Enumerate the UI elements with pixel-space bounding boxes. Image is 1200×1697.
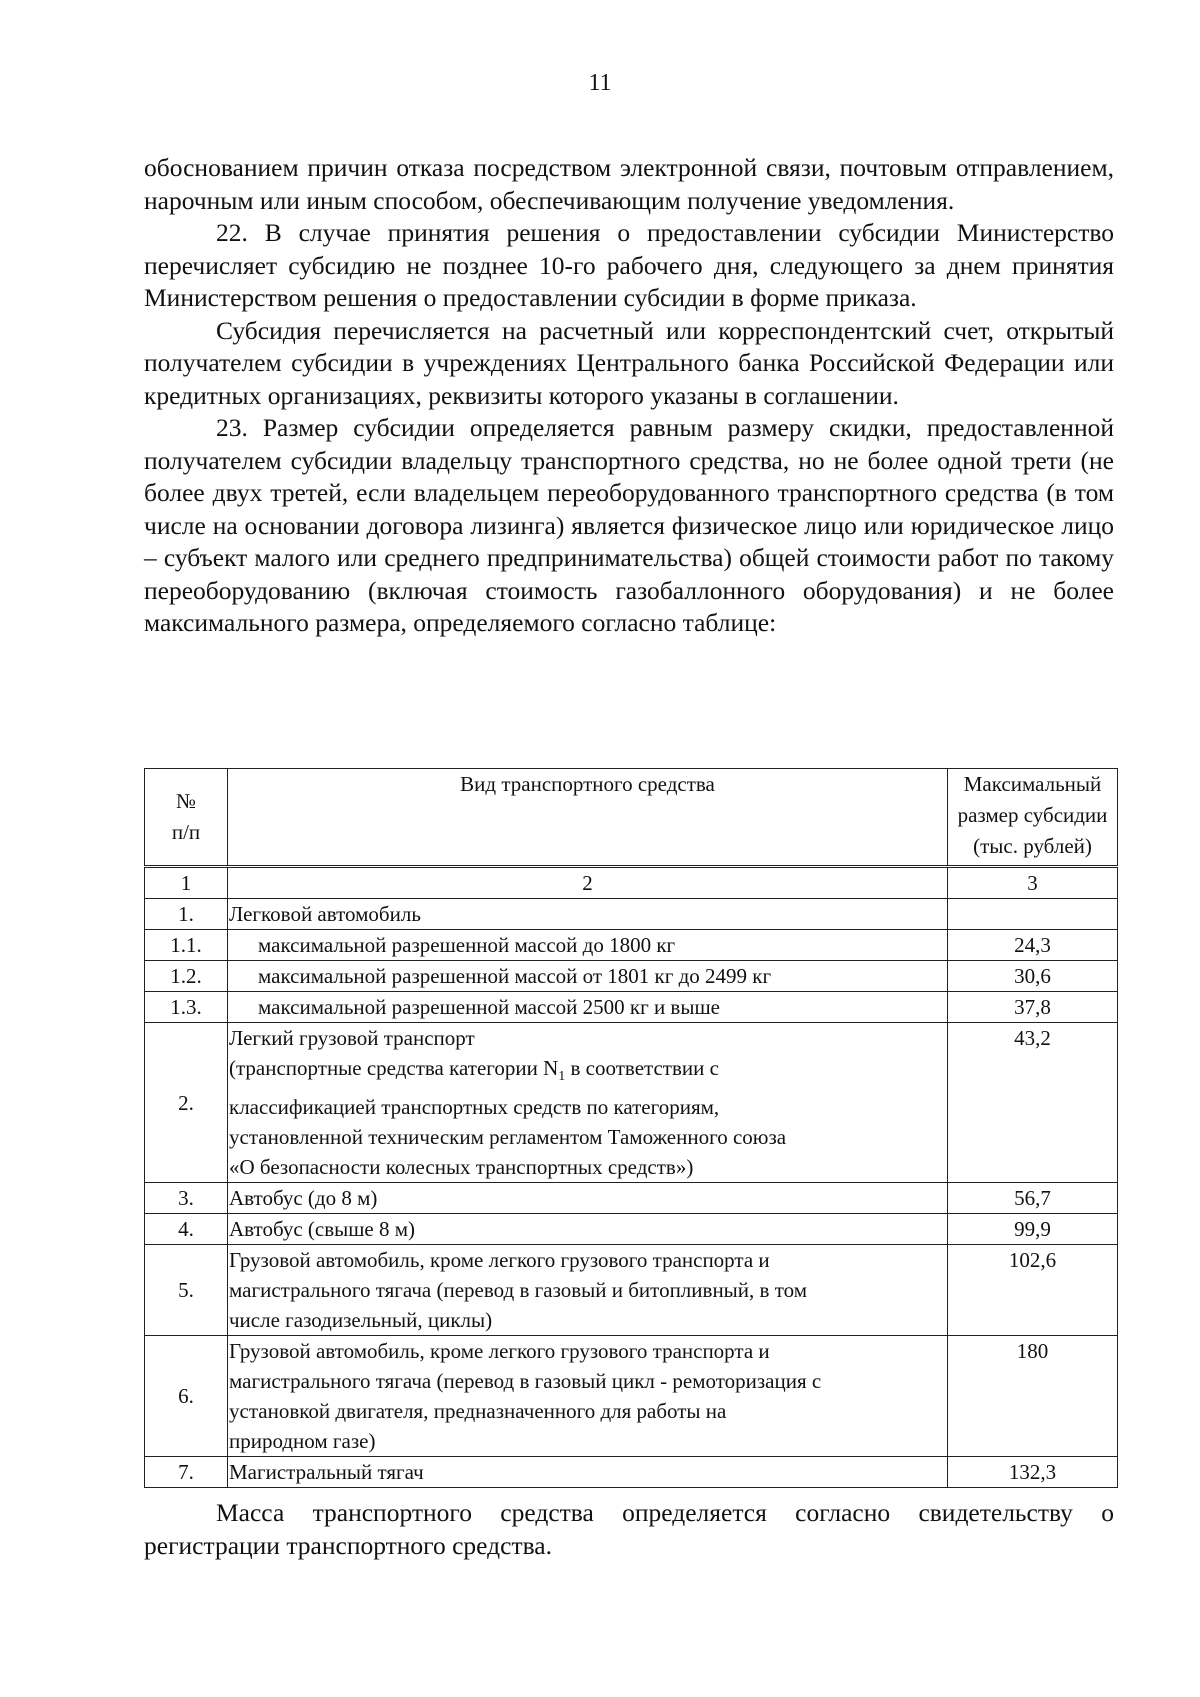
header-max-line2: размер субсидии [957, 803, 1108, 827]
row-vehicle-type [228, 1336, 948, 1457]
row-max-subsidy: 30,6 [948, 961, 1118, 992]
header-max-line3: (тыс. рублей) [973, 834, 1092, 858]
row-number: 6. [145, 1336, 228, 1457]
row-type-line: Грузовой автомобиль, кроме легкого грузового транспорта и [229, 1339, 770, 1364]
row-vehicle-type: Автобус (до 8 м) [228, 1183, 948, 1214]
header-number-abbr: п/п [171, 820, 201, 844]
row-max-subsidy: 102,6 [948, 1245, 1118, 1336]
table-row [145, 1457, 1118, 1488]
row-type-line: Грузовой автомобиль, кроме легкого грузового транспорта и [229, 1248, 770, 1273]
row-number: 3. [145, 1183, 228, 1214]
column-number-2: 2 [228, 867, 948, 899]
header-vehicle-type: Вид транспортного средства [228, 769, 948, 867]
row-type-line: природном газе) [229, 1429, 376, 1454]
table-row [145, 1214, 1118, 1245]
table-row [145, 992, 1118, 1023]
header-number-symbol: № [175, 789, 197, 813]
row-type-line: числе газодизельный, циклы) [229, 1308, 493, 1333]
row-number: 5. [145, 1245, 228, 1336]
row-max-subsidy: 180 [948, 1336, 1118, 1457]
row-max-subsidy [948, 899, 1118, 930]
row-type-line: магистрального тягача (перевод в газовый и битопливный, в том [229, 1278, 807, 1303]
table-row [145, 1336, 1118, 1457]
column-number-row [145, 867, 1118, 899]
row-vehicle-type [228, 1245, 948, 1336]
paragraph-vehicle-mass: Масса транспортного средства определяется согласно свидетельству о регистрации транспортного средства. [144, 1498, 1114, 1560]
row-vehicle-type: Автобус (свыше 8 м) [228, 1214, 948, 1245]
row-vehicle-type: Легковой автомобиль [228, 899, 948, 930]
row-type-line: установкой двигателя, предназначенного для работы на [229, 1399, 727, 1424]
row-type-line: магистрального тягача (перевод в газовый цикл - ремоторизация с [229, 1369, 822, 1394]
category-subscript: 1 [558, 1069, 566, 1085]
row-type-line: Легкий грузовой транспорт [229, 1026, 475, 1050]
row-vehicle-type: максимальной разрешенной массой до 1800 кг [228, 930, 948, 961]
row-number: 1.2. [145, 961, 228, 992]
row-number: 1.3. [145, 992, 228, 1023]
table-header-row [145, 769, 1118, 867]
row-vehicle-type [228, 1023, 948, 1183]
row-vehicle-type: максимальной разрешенной массой от 1801 кг до 2499 кг [228, 961, 948, 992]
paragraph-continuation: обоснованием причин отказа посредством электронной связи, почтовым отправлением, нарочным или иным способом, обеспечивающим получение уведомления. [144, 153, 1114, 215]
column-number-1: 1 [145, 867, 228, 899]
body-text [144, 152, 1114, 640]
table-row [145, 1183, 1118, 1214]
column-number-3: 3 [948, 867, 1118, 899]
row-number: 1.1. [145, 930, 228, 961]
row-type-text: (транспортные средства категории N [229, 1056, 559, 1080]
row-type-line: классификацией транспортных средств по категориям, [229, 1095, 720, 1120]
row-max-subsidy: 56,7 [948, 1183, 1118, 1214]
row-vehicle-type: максимальной разрешенной массой 2500 кг и выше [228, 992, 948, 1023]
row-vehicle-type: Магистральный тягач [228, 1457, 948, 1488]
header-max-line1: Максимальный [963, 772, 1102, 796]
table-row [145, 1023, 1118, 1183]
row-number: 2. [145, 1023, 228, 1183]
subsidy-table [144, 768, 1118, 1488]
paragraph-23: 23. Размер субсидии определяется равным размеру скидки, предоставленной получателем субсидии владельцу транспортного средства, но не более одной трети (не более двух третей, если владельцем переоборудованного транспортного средства (в том числе на основании договора лизинга) является физическое лицо или юридическое лицо – субъект малого или среднего предпринимательства) общей стоимости работ по такому переоборудованию (включая стоимость газобаллонного оборудования) и не более максимального размера, определяемого согласно таблице: [144, 413, 1114, 637]
page-number: 11 [588, 70, 612, 96]
paragraph-22: 22. В случае принятия решения о предоставлении субсидии Министерство перечисляет субсидию не позднее 10-го рабочего дня, следующего за днем принятия Министерством решения о предоставлении субсидии в форме приказа. [144, 218, 1114, 312]
table-row [145, 930, 1118, 961]
table-row [145, 961, 1118, 992]
row-type-line: «О безопасности колесных транспортных средств») [229, 1155, 694, 1180]
row-type-line [229, 1053, 946, 1092]
table-row [145, 1245, 1118, 1336]
paragraph-subsidy-transfer: Субсидия перечисляется на расчетный или корреспондентский счет, открытый получателем субсидии в учреждениях Центрального банка Российской Федерации или кредитных организациях, реквизиты которого указаны в соглашении. [144, 315, 1114, 410]
row-max-subsidy: 99,9 [948, 1214, 1118, 1245]
row-number: 4. [145, 1214, 228, 1245]
row-max-subsidy: 37,8 [948, 992, 1118, 1023]
header-max-subsidy [948, 769, 1118, 867]
header-number [145, 769, 228, 867]
row-type-text: в соответствии с [565, 1056, 719, 1080]
row-type-line: установленной техническим регламентом Таможенного союза [229, 1125, 787, 1150]
row-max-subsidy: 132,3 [948, 1457, 1118, 1488]
table-row [145, 899, 1118, 930]
row-max-subsidy: 43,2 [948, 1023, 1118, 1183]
after-table-text [144, 1497, 1114, 1562]
row-max-subsidy: 24,3 [948, 930, 1118, 961]
row-number: 7. [145, 1457, 228, 1488]
row-number: 1. [145, 899, 228, 930]
